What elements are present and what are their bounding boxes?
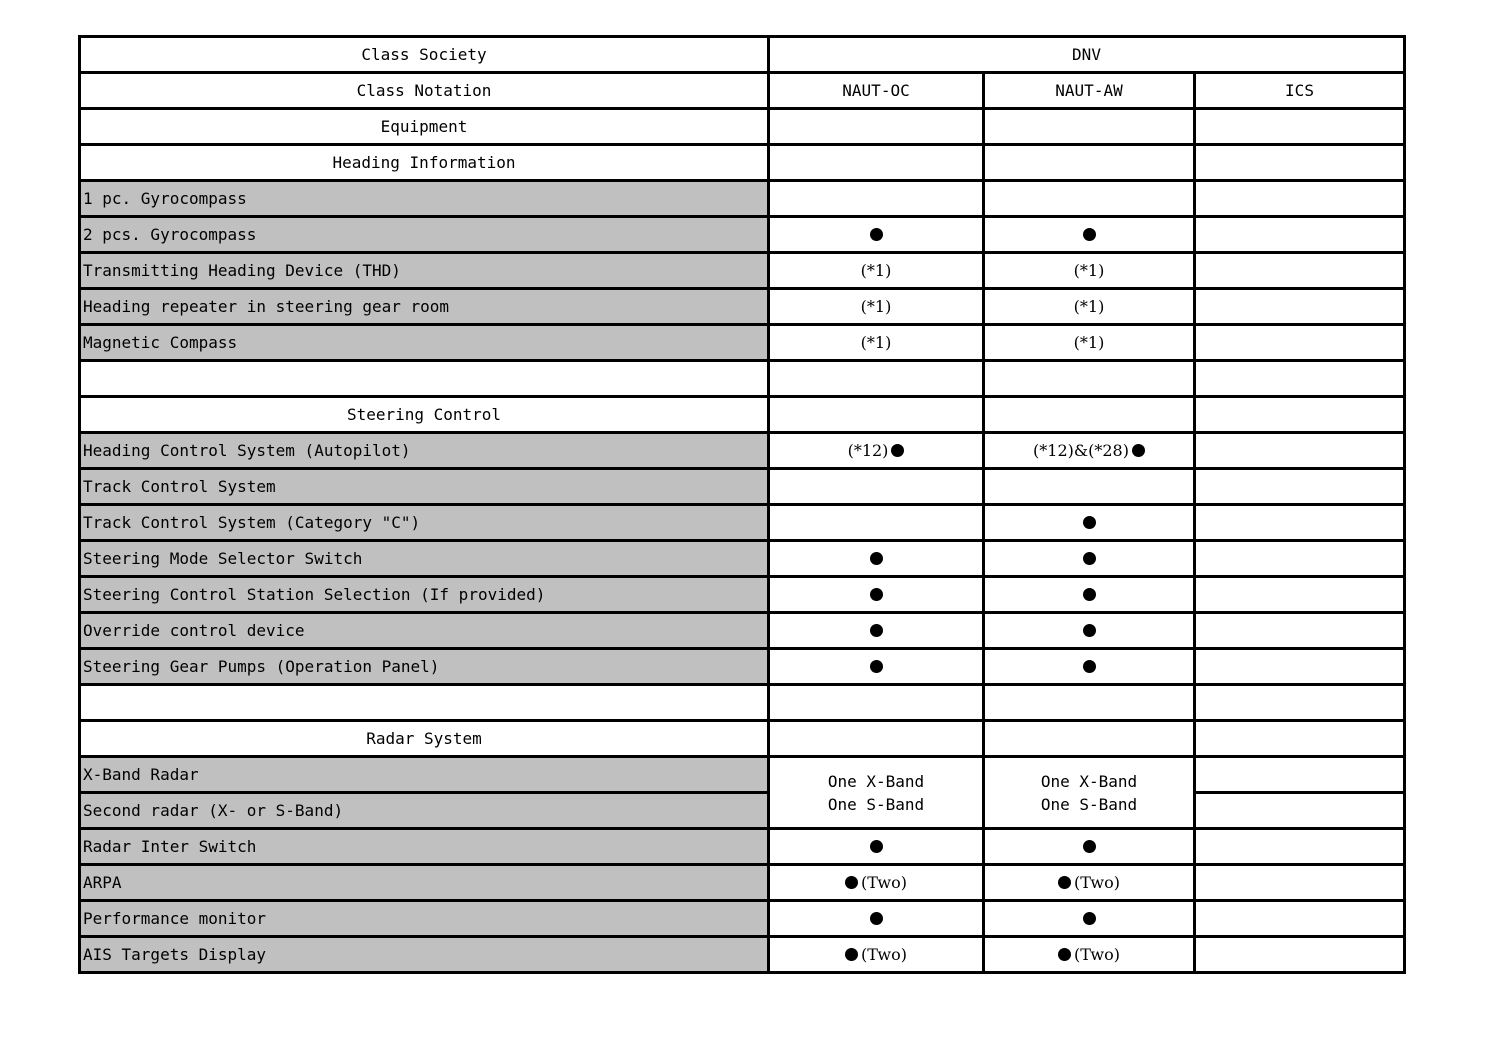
item-label: Magnetic Compass (80, 325, 769, 361)
table-row (80, 577, 1405, 613)
note-ref: (*1) (984, 289, 1195, 325)
table-row (80, 829, 1405, 865)
equipment-row (80, 109, 1405, 145)
required-icon (891, 444, 904, 457)
notation-naut-oc: NAUT-OC (769, 73, 984, 109)
required-icon (870, 588, 883, 601)
required-icon (1083, 552, 1096, 565)
table-row (80, 289, 1405, 325)
equipment-label: Equipment (80, 109, 769, 145)
radar-requirement: One X-Band One S-Band (1040, 771, 1138, 814)
table-row (80, 433, 1405, 469)
item-label: Steering Control Station Selection (If provided) (80, 577, 769, 613)
table-row (80, 325, 1405, 361)
item-label: X-Band Radar (80, 757, 769, 793)
quantity-note: (Two) (1074, 872, 1120, 892)
required-icon (870, 840, 883, 853)
note-ref: (*1) (769, 325, 984, 361)
note-ref: (*1) (984, 325, 1195, 361)
table-row (80, 469, 1405, 505)
section-title: Heading Information (80, 145, 769, 181)
section-steering-control (80, 397, 1405, 433)
item-label: Track Control System (80, 469, 769, 505)
item-label: Performance monitor (80, 901, 769, 937)
notation-row (80, 73, 1405, 109)
item-label: 1 pc. Gyrocompass (80, 181, 769, 217)
required-icon (1058, 876, 1071, 889)
notation-equipment-table (78, 35, 1406, 974)
table-row (80, 757, 1405, 793)
blank-row (80, 685, 1405, 721)
section-title: Steering Control (80, 397, 769, 433)
required-icon (1083, 228, 1096, 241)
quantity-note: (Two) (1074, 944, 1120, 964)
item-label: Transmitting Heading Device (THD) (80, 253, 769, 289)
item-label: Override control device (80, 613, 769, 649)
item-label: ARPA (80, 865, 769, 901)
item-label: Second radar (X- or S-Band) (80, 793, 769, 829)
required-icon (1083, 912, 1096, 925)
required-icon (845, 876, 858, 889)
required-icon (845, 948, 858, 961)
required-icon (870, 228, 883, 241)
item-label: 2 pcs. Gyrocompass (80, 217, 769, 253)
notation-ics: ICS (1195, 73, 1405, 109)
table-row (80, 793, 1405, 829)
required-icon (870, 660, 883, 673)
section-radar-system (80, 721, 1405, 757)
required-icon (1083, 840, 1096, 853)
item-label: Steering Mode Selector Switch (80, 541, 769, 577)
society-name: DNV (769, 37, 1405, 73)
table-row (80, 613, 1405, 649)
blank-row (80, 361, 1405, 397)
notation-naut-aw: NAUT-AW (984, 73, 1195, 109)
note-ref: (*1) (769, 289, 984, 325)
item-label: Track Control System (Category "C") (80, 505, 769, 541)
required-icon (1083, 588, 1096, 601)
required-icon (870, 912, 883, 925)
required-icon (1058, 948, 1071, 961)
note-ref: (*12) (847, 441, 889, 460)
table-row (80, 865, 1405, 901)
required-icon (1132, 444, 1145, 457)
society-row (80, 37, 1405, 73)
required-icon (1083, 660, 1096, 673)
radar-requirement: One X-Band One S-Band (827, 771, 925, 814)
class-notation-label: Class Notation (80, 73, 769, 109)
table-row (80, 253, 1405, 289)
note-ref: (*1) (769, 253, 984, 289)
section-title: Radar System (80, 721, 769, 757)
table-row (80, 649, 1405, 685)
note-ref: (*12)&(*28) (1033, 441, 1129, 460)
item-label: AIS Targets Display (80, 937, 769, 973)
item-label: Steering Gear Pumps (Operation Panel) (80, 649, 769, 685)
quantity-note: (Two) (861, 944, 907, 964)
required-icon (1083, 624, 1096, 637)
table-row (80, 505, 1405, 541)
table-row (80, 181, 1405, 217)
section-heading-information (80, 145, 1405, 181)
item-label: Radar Inter Switch (80, 829, 769, 865)
table-row (80, 937, 1405, 973)
item-label: Heading repeater in steering gear room (80, 289, 769, 325)
table-row (80, 901, 1405, 937)
required-icon (870, 624, 883, 637)
table-row (80, 217, 1405, 253)
note-ref: (*1) (984, 253, 1195, 289)
table-row (80, 541, 1405, 577)
quantity-note: (Two) (861, 872, 907, 892)
class-society-label: Class Society (80, 37, 769, 73)
item-label: Heading Control System (Autopilot) (80, 433, 769, 469)
required-icon (1083, 516, 1096, 529)
required-icon (870, 552, 883, 565)
